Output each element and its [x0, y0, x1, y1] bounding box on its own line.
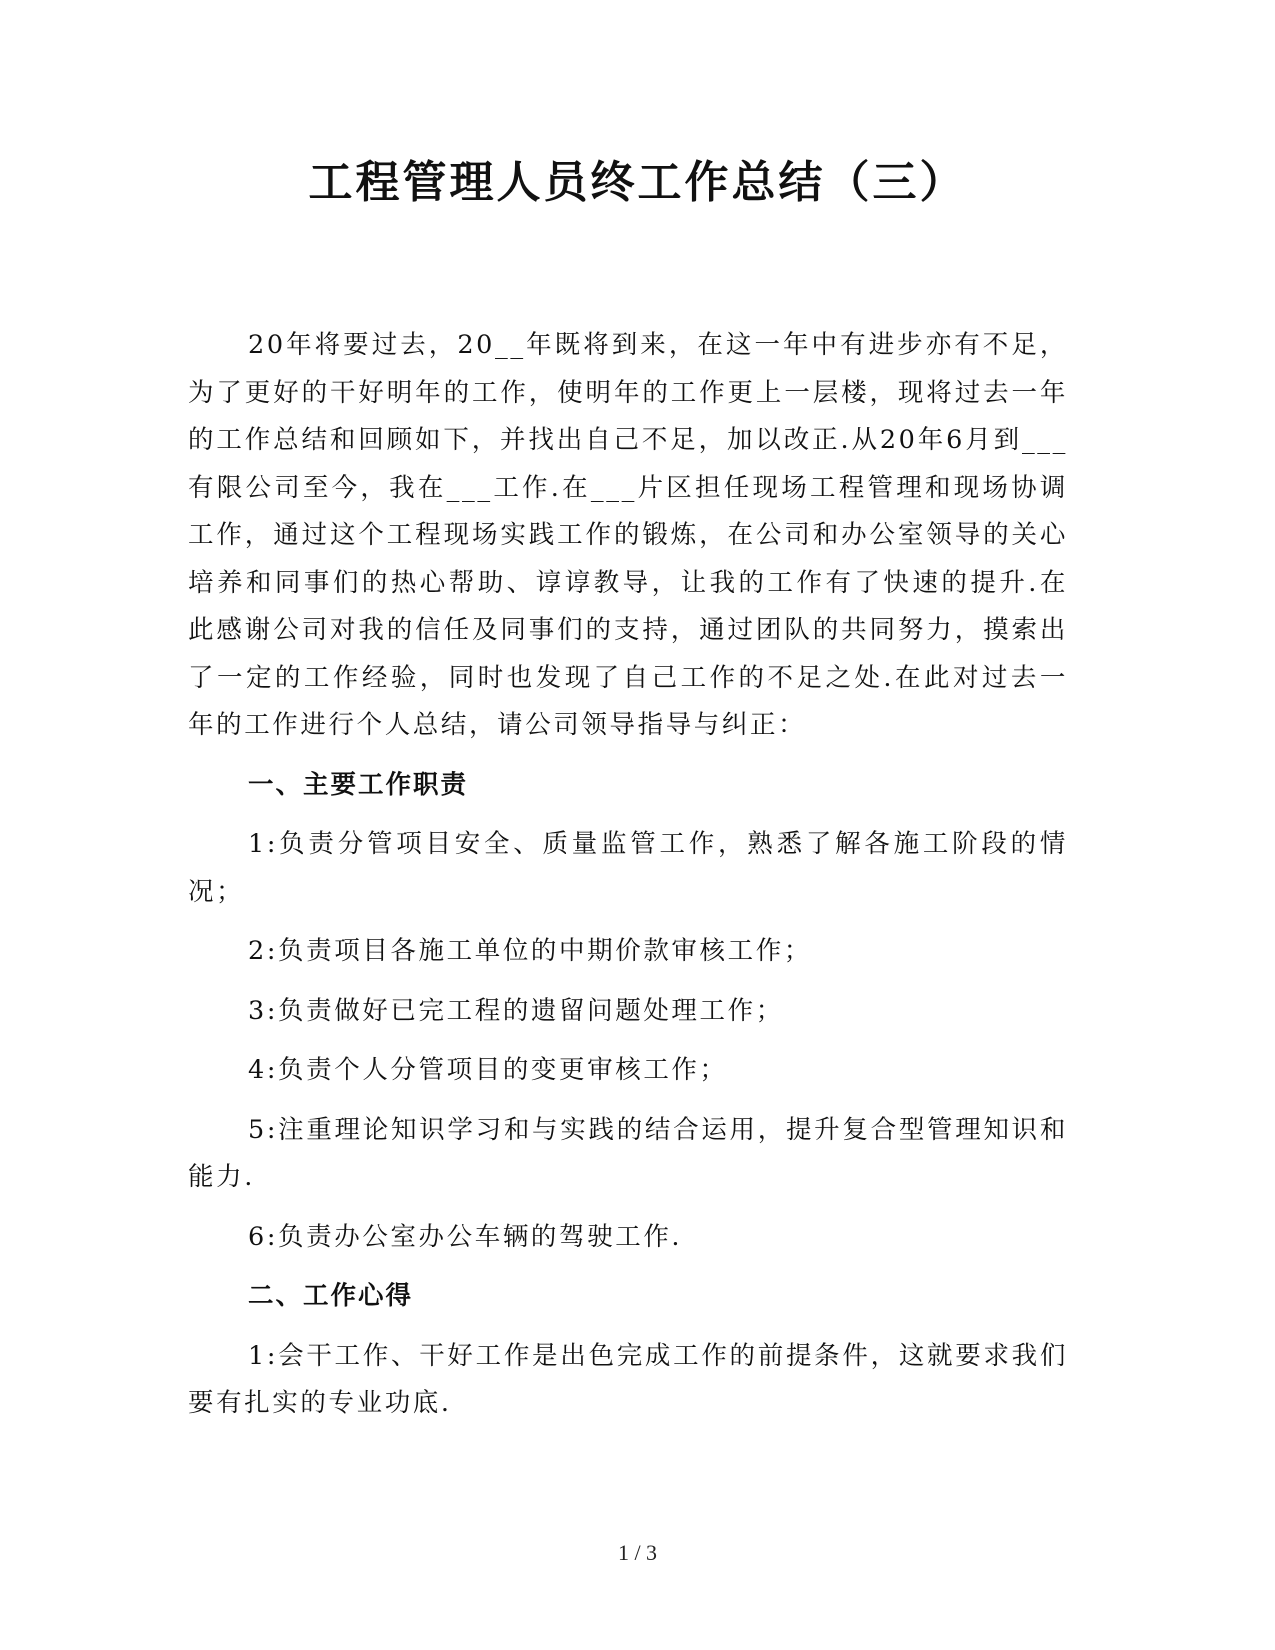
- list-item: 1:会干工作、干好工作是出色完成工作的前提条件，这就要求我们要有扎实的专业功底.: [188, 1340, 1068, 1418]
- document-title: 工程管理人员终工作总结（三）: [308, 157, 967, 208]
- list-item: 6:负责办公室办公车辆的驾驶工作.: [248, 1221, 683, 1252]
- list-item: 1:负责分管项目安全、质量监管工作，熟悉了解各施工阶段的情况；: [188, 829, 1068, 907]
- list-item: 4:负责个人分管项目的变更审核工作；: [248, 1055, 728, 1085]
- section-heading-responsibilities: 一、主要工作职责: [248, 769, 469, 800]
- page-number: 1 / 3: [617, 1540, 658, 1565]
- section-heading-experience: 二、工作心得: [248, 1281, 414, 1311]
- list-item: 5:注重理论知识学习和与实践的结合运用，提升复合型管理知识和能力.: [188, 1114, 1068, 1192]
- list-item: 2:负责项目各施工单位的中期价款审核工作；: [248, 936, 812, 966]
- list-item: 3:负责做好已完工程的遗留问题处理工作；: [248, 995, 784, 1026]
- document-body: [188, 322, 1068, 1440]
- intro-paragraph: 20年将要过去，20__年既将到来，在这一年中有进步亦有不足，为了更好的干好明年的工作，使明年的工作更上一层楼，现将过去一年的工作总结和回顾如下，并找出自己不足，加以改正.从20年6月到___有限公司至今，我在___工作.在___片区担任现场工程管理和现场协调工作，通过这个工程现场实践工作的锻炼，在公司和办公室领导的关心培养和同事们的热心帮助、谆谆教导，让我的工作有了快速的提升.在此感谢公司对我的信任及同事们的支持，通过团队的共同努力，摸索出了一定的工作经验，同时也发现了自己工作的不足之处.在此对过去一年的工作进行个人总结，请公司领导指导与纠正：: [188, 330, 1068, 740]
